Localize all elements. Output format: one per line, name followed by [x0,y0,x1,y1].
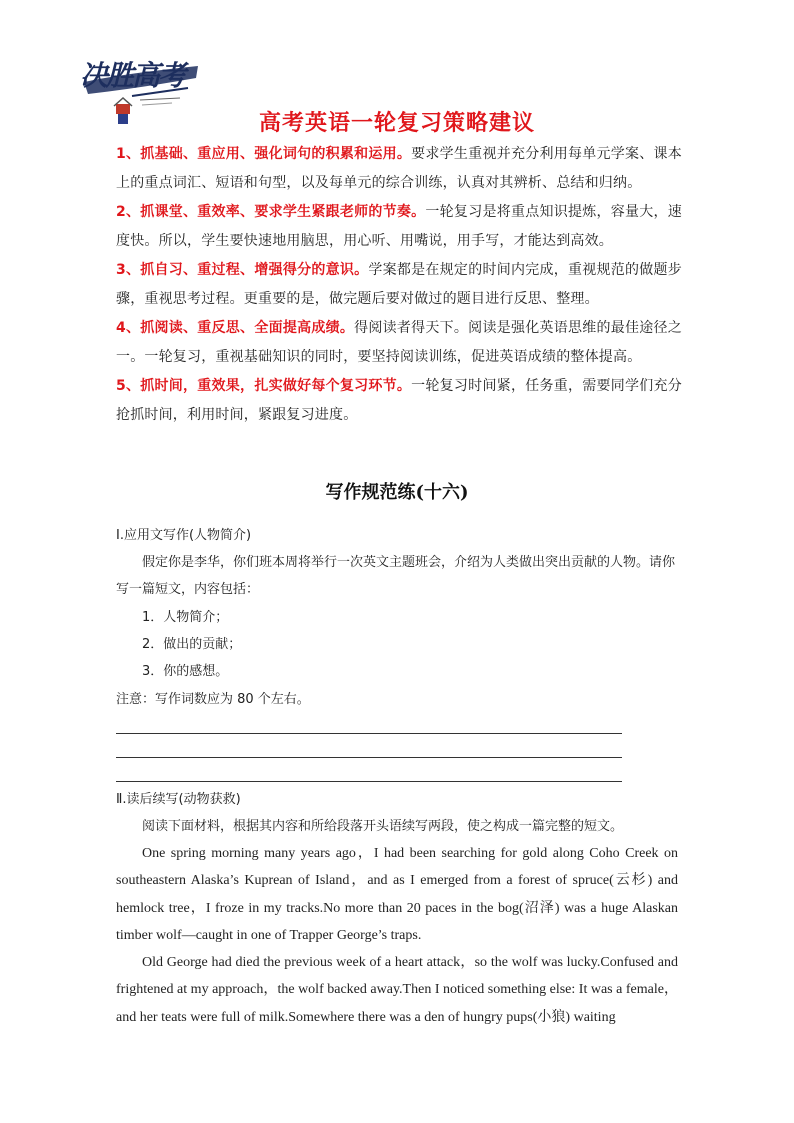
writing-area [116,710,622,782]
part1-item: 3．你的感想。 [142,664,229,679]
part1-prompt: 假定你是李华，你们班本周将举行一次英文主题班会，介绍为人类做出突出贡献的人物。请你写一篇短文，内容包括： [116,555,676,597]
writing-line [116,710,622,734]
tip-text: 一轮复习是将重点知识提炼，容量大，速度快。所以，学生要快速地用脑思，用心听、用嘴说，用手写，才能达到高效。 [116,204,683,249]
tip-text: 要求学生重视并充分利用每单元学案、课本上的重点词汇、短语和句型，以及每单元的综合训练，认真对其辨析、总结和归纳。 [116,146,682,191]
tip-item [116,372,682,430]
tip-highlight: 4、抓阅读、重反思、全面提高成绩。 [116,320,355,336]
passage-paragraph: One spring morning many years ago，I had been searching for gold along Coho Creek on southeastern Alaska’s Kuprean of Island，and as I emerged from a forest of spruce(云杉) and hemlock tree，I froze in my tracks.No more than 20 paces in the bog(沼泽) was a huge Alaskan timber wolf—caught in one of Trapper George’s traps. [116,846,678,943]
tip-item [116,314,682,372]
part1-item: 2．做出的贡献； [142,637,242,652]
part2-instruction: 阅读下面材料，根据其内容和所给段落开头语续写两段，使之构成一篇完整的短文。 [142,819,624,834]
writing-line [116,734,622,758]
tip-highlight: 1、抓基础、重应用、强化词句的积累和运用。 [116,146,412,162]
tip-item [116,198,682,256]
logo-text: 决胜高考 [80,59,185,92]
part2-heading: Ⅱ.读后续写(动物获救) [116,792,241,807]
part1-note: 注意：写作词数应为 80 个左右。 [116,692,310,707]
passage-paragraph: Old George had died the previous week of a heart attack，so the wolf was lucky.Confused and frightened at my approach，the wolf backed away.Then I noticed something else: It was a female，and her teats were full of milk.Somewhere there was a den of hungry pups(小狼) waiting [116,955,678,1025]
tip-highlight: 5、抓时间，重效果，扎实做好每个复习环节。 [116,378,412,394]
page-title: 高考英语一轮复习策略建议 [258,111,535,136]
tip-text: 学案都是在规定的时间内完成，重视规范的做题步骤，重视思考过程。更重要的是，做完题后要对做过的题目进行反思、整理。 [116,262,683,307]
section-title: 写作规范练(十六) [325,482,469,503]
tip-item [116,256,682,314]
tip-text: 一轮复习时间紧，任务重，需要同学们充分抢抓时间，利用时间，紧跟复习进度。 [116,378,682,423]
tips-list [116,140,682,430]
part1-item: 1．人物简介； [142,610,229,625]
tip-highlight: 2、抓课堂、重效率、要求学生紧跟老师的节奏。 [116,204,426,220]
tip-highlight: 3、抓自习、重过程、增强得分的意识。 [116,262,369,278]
writing-line [116,758,622,782]
tip-text: 得阅读者得天下。阅读是强化英语思维的最佳途径之一。一轮复习，重视基础知识的同时，要坚持阅读训练，促进英语成绩的整体提高。 [116,320,682,365]
tip-item [116,140,682,198]
part1-heading: Ⅰ.应用文写作(人物简介) [116,528,252,543]
